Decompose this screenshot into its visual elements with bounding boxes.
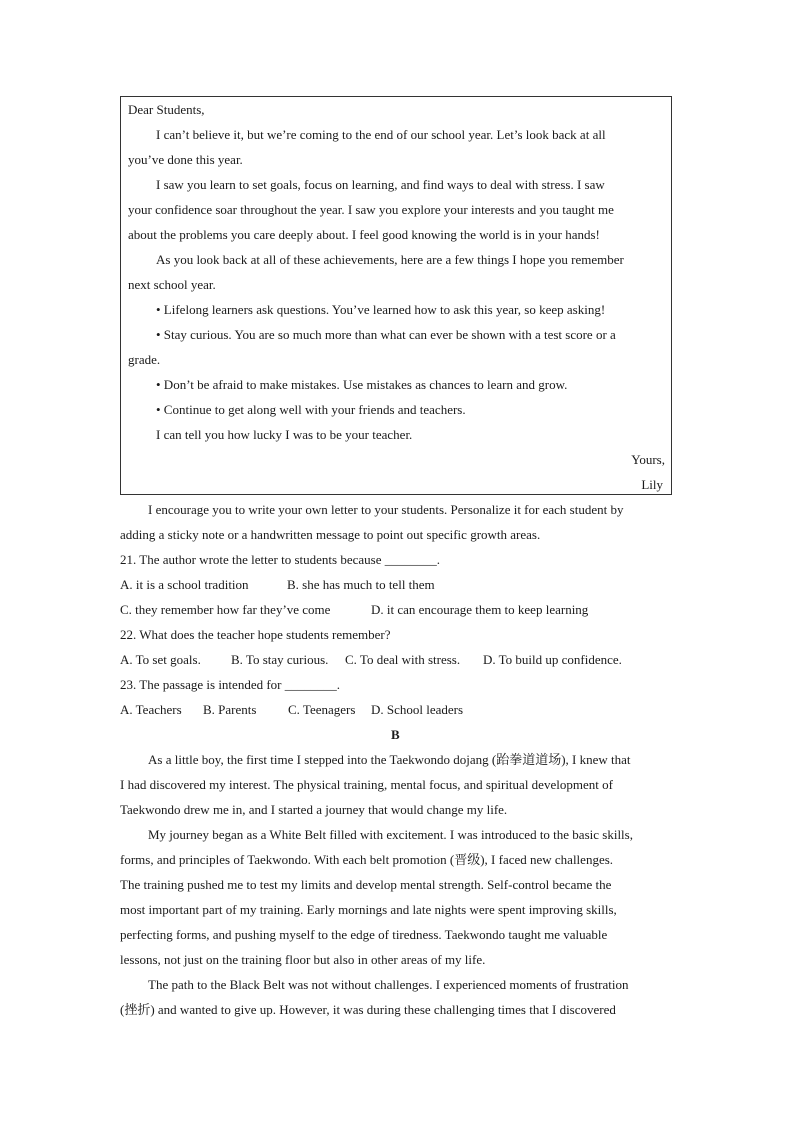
passage-b-paragraph-2: lessons, not just on the training floor but also in other areas of my life. xyxy=(120,952,486,967)
after-letter-paragraph: I encourage you to write your own letter to your students. Personalize it for each student by xyxy=(148,502,624,517)
letter-paragraph-1: I can’t believe it, but we’re coming to the end of our school year. Let’s look back at all xyxy=(156,127,606,142)
option-23-a: A. Teachers xyxy=(120,702,182,717)
letter-paragraph-2: your confidence soar throughout the year. I saw you explore your interests and you taught me xyxy=(128,202,614,217)
letter-paragraph-3: As you look back at all of these achievements, here are a few things I hope you remember xyxy=(156,252,624,267)
option-21-a: A. it is a school tradition xyxy=(120,577,249,592)
question-23: 23. The passage is intended for ________. xyxy=(120,677,340,692)
letter-paragraph-2: about the problems you care deeply about. I feel good knowing the world is in your hands! xyxy=(128,227,600,242)
passage-b-paragraph-2: forms, and principles of Taekwondo. With each belt promotion (晋级), I faced new challenges. xyxy=(120,852,614,867)
passage-b-paragraph-2: My journey began as a White Belt filled with excitement. I was introduced to the basic skills, xyxy=(148,827,633,842)
option-23-b: B. Parents xyxy=(203,702,257,717)
letter-bullet-4: • Continue to get along well with your friends and teachers. xyxy=(156,402,466,417)
option-23-d: D. School leaders xyxy=(371,702,464,717)
option-21-c: C. they remember how far they’ve come xyxy=(120,602,331,617)
letter-paragraph-1: you’ve done this year. xyxy=(128,152,243,167)
letter-signature: Lily xyxy=(641,477,663,492)
passage-b-paragraph-2: perfecting forms, and pushing myself to the edge of tiredness. Taekwondo taught me valuable xyxy=(120,927,608,942)
letter-signoff: Yours, xyxy=(631,452,665,467)
letter-paragraph-3: next school year. xyxy=(128,277,216,292)
option-22-d: D. To build up confidence. xyxy=(483,652,622,667)
option-21-d: D. it can encourage them to keep learning xyxy=(371,602,589,617)
option-22-c: C. To deal with stress. xyxy=(345,652,461,667)
option-21-b: B. she has much to tell them xyxy=(287,577,435,592)
section-heading: B xyxy=(391,727,400,742)
passage-b-paragraph-1: I had discovered my interest. The physical training, mental focus, and spiritual development of xyxy=(120,777,613,792)
passage-b-paragraph-1: Taekwondo drew me in, and I started a journey that would change my life. xyxy=(120,802,508,817)
passage-b-paragraph-2: The training pushed me to test my limits and develop mental strength. Self-control became the xyxy=(120,877,612,892)
passage-b-paragraph-2: most important part of my training. Early mornings and late nights were spent improving skills, xyxy=(120,902,617,917)
option-22-a: A. To set goals. xyxy=(120,652,201,667)
letter-closing: I can tell you how lucky I was to be your teacher. xyxy=(156,427,413,442)
question-22: 22. What does the teacher hope students remember? xyxy=(120,627,391,642)
after-letter-paragraph: adding a sticky note or a handwritten message to point out specific growth areas. xyxy=(120,527,541,542)
letter-bullet-1: • Lifelong learners ask questions. You’ve learned how to ask this year, so keep asking! xyxy=(156,302,606,317)
letter-bullet-2: • Stay curious. You are so much more than what can ever be shown with a test score or a xyxy=(156,327,616,342)
passage-b-paragraph-3: The path to the Black Belt was not without challenges. I experienced moments of frustration xyxy=(148,977,629,992)
option-23-c: C. Teenagers xyxy=(288,702,356,717)
option-22-b: B. To stay curious. xyxy=(231,652,329,667)
letter-bullet-3: • Don’t be afraid to make mistakes. Use mistakes as chances to learn and grow. xyxy=(156,377,568,392)
letter-paragraph-2: I saw you learn to set goals, focus on learning, and find ways to deal with stress. I saw xyxy=(156,177,605,192)
question-21: 21. The author wrote the letter to students because ________. xyxy=(120,552,440,567)
letter-salutation: Dear Students, xyxy=(128,102,205,117)
passage-b-paragraph-3: (挫折) and wanted to give up. However, it was during these challenging times that I discovered xyxy=(120,1002,616,1017)
passage-b-paragraph-1: As a little boy, the first time I stepped into the Taekwondo dojang (跆拳道道场), I knew that xyxy=(148,752,631,767)
letter-bullet-2: grade. xyxy=(128,352,161,367)
